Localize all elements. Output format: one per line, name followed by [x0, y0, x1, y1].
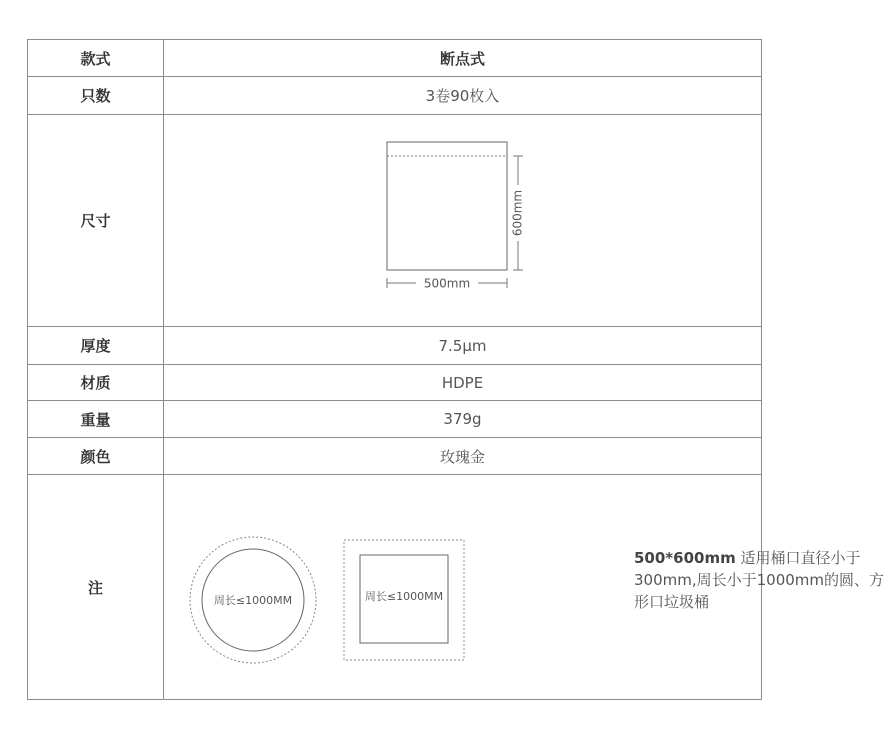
- spec-table: [27, 39, 885, 700]
- note-size: 500*600mm: [634, 549, 736, 567]
- row-label: 材质: [28, 365, 164, 400]
- note-text: 适用桶口直径小于300mm,周长小于1000mm的圆、方形口垃圾桶: [634, 549, 885, 611]
- row-label: 尺寸: [28, 115, 164, 326]
- row-thickness: [28, 327, 761, 365]
- row-value: 7.5μm: [438, 336, 487, 355]
- row-value: HDPE: [441, 373, 484, 392]
- row-label: 颜色: [28, 438, 164, 474]
- circle-perimeter-label: 周长≤1000MM: [213, 594, 293, 607]
- row-color: [28, 438, 761, 475]
- row-label: 注: [28, 475, 164, 699]
- width-label: 500mm: [423, 276, 471, 291]
- bag-size-diagram: [164, 115, 761, 326]
- row-material: [28, 365, 761, 401]
- note-cell: [164, 475, 885, 699]
- row-size: [28, 115, 761, 327]
- bag-outline: [387, 142, 507, 270]
- height-label: 600mm: [510, 189, 525, 237]
- row-label: 重量: [28, 401, 164, 437]
- square-perimeter-label: 周长≤1000MM: [364, 590, 444, 603]
- row-value: 断点式: [439, 49, 485, 68]
- row-label: 只数: [28, 77, 164, 114]
- row-style: [28, 40, 761, 77]
- row-count: [28, 77, 761, 115]
- row-note: [28, 475, 885, 699]
- row-label: 厚度: [28, 327, 164, 364]
- row-value: 379g: [443, 410, 482, 428]
- row-weight: [28, 401, 761, 438]
- fit-note: [634, 547, 894, 613]
- size-diagram-cell: [164, 115, 761, 326]
- row-value: 3卷90枚入: [425, 87, 500, 105]
- row-label: 款式: [28, 40, 164, 76]
- row-value: 玫瑰金: [439, 447, 485, 466]
